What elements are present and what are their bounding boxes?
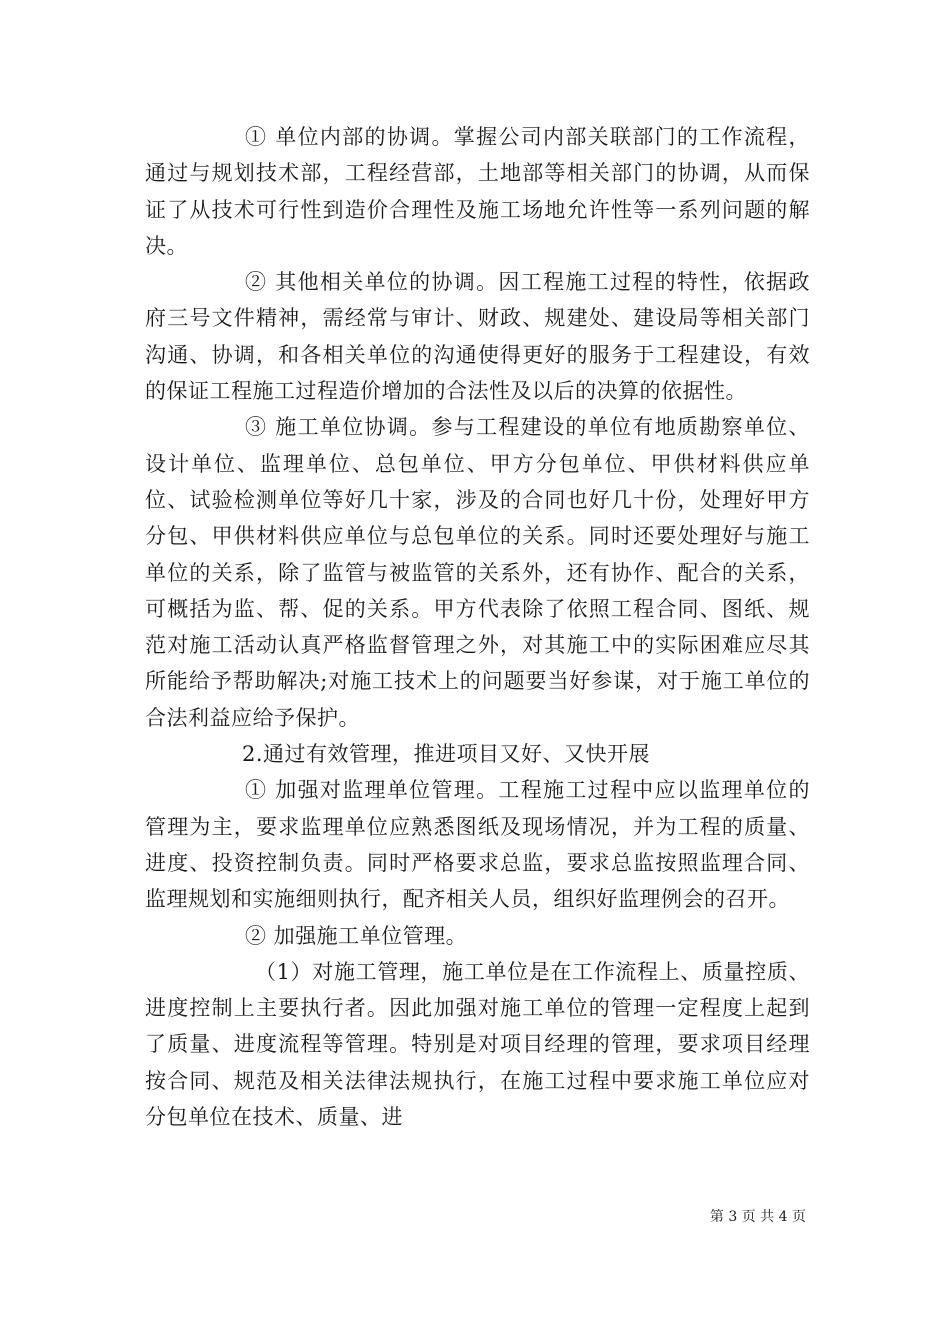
paragraph-construction-management-heading: ② 加强施工单位管理。 [245,923,468,948]
paragraph-construction-unit-coordination: ③ 施工单位协调。参与工程建设的单位有地质勘察单位、设计单位、监理单位、总包单位、甲方分包单位、甲供材料供应单位、试验检测单位等好几十家，涉及的合同也好几十份，处理好甲方分包、甲供材料供应单位与总包单位的关系。同时还要处理好与施工单位的关系，除了监管与被监管的关系外，还有协作、配合的关系，可概括为监、帮、促的关系。甲方代表除了依照工程合同、图纸、规范对施工活动认真严格监督管理之外，对其施工中的实际困难应尽其所能给予帮助解决;对施工技术上的问题要当好参谋，对于施工单位的合法利益应给予保护。 [145,415,810,730]
paragraph-internal-coordination: ① 单位内部的协调。掌握公司内部关联部门的工作流程，通过与规划技术部，工程经营部，土地部等相关部门的协调，从而保证了从技术可行性到造价合理性及施工场地允许性等一系列问题的解决。 [145,125,810,258]
paragraph-related-units-coordination: ② 其他相关单位的协调。因工程施工过程的特性，依据政府三号文件精神，需经常与审计、财政、规建处、建设局等相关部门沟通、协调，和各相关单位的沟通使得更好的服务于工程建设，有效的保证工程施工过程造价增加的合法性及以后的决算的依据性。 [145,270,810,404]
paragraph-construction-management-detail: （1）对施工管理，施工单位是在工作流程上、质量控质、进度控制上主要执行者。因此加强对施工单位的管理一定程度上起到了质量、进度流程等管理。特别是对项目经理的管理，要求项目经理按合同、规范及相关法律法规执行，在施工过程中要求施工单位应对分包单位在技术、质量、进 [145,959,810,1130]
paragraph-supervision-management: ① 加强对监理单位管理。工程施工过程中应以监理单位的管理为主，要求监理单位应熟悉图纸及现场情况，并为工程的质量、进度、投资控制负责。同时严格要求总监，要求总监按照监理合同、监理规划和实施细则执行，配齐相关人员，组织好监理例会的召开。 [145,778,810,912]
page-number-footer: 第 3 页 共 4 页 [709,1209,806,1225]
document-body [145,119,810,1135]
section-heading-effective-management: 2.通过有效管理，推进项目又好、又快开展 [242,742,651,767]
